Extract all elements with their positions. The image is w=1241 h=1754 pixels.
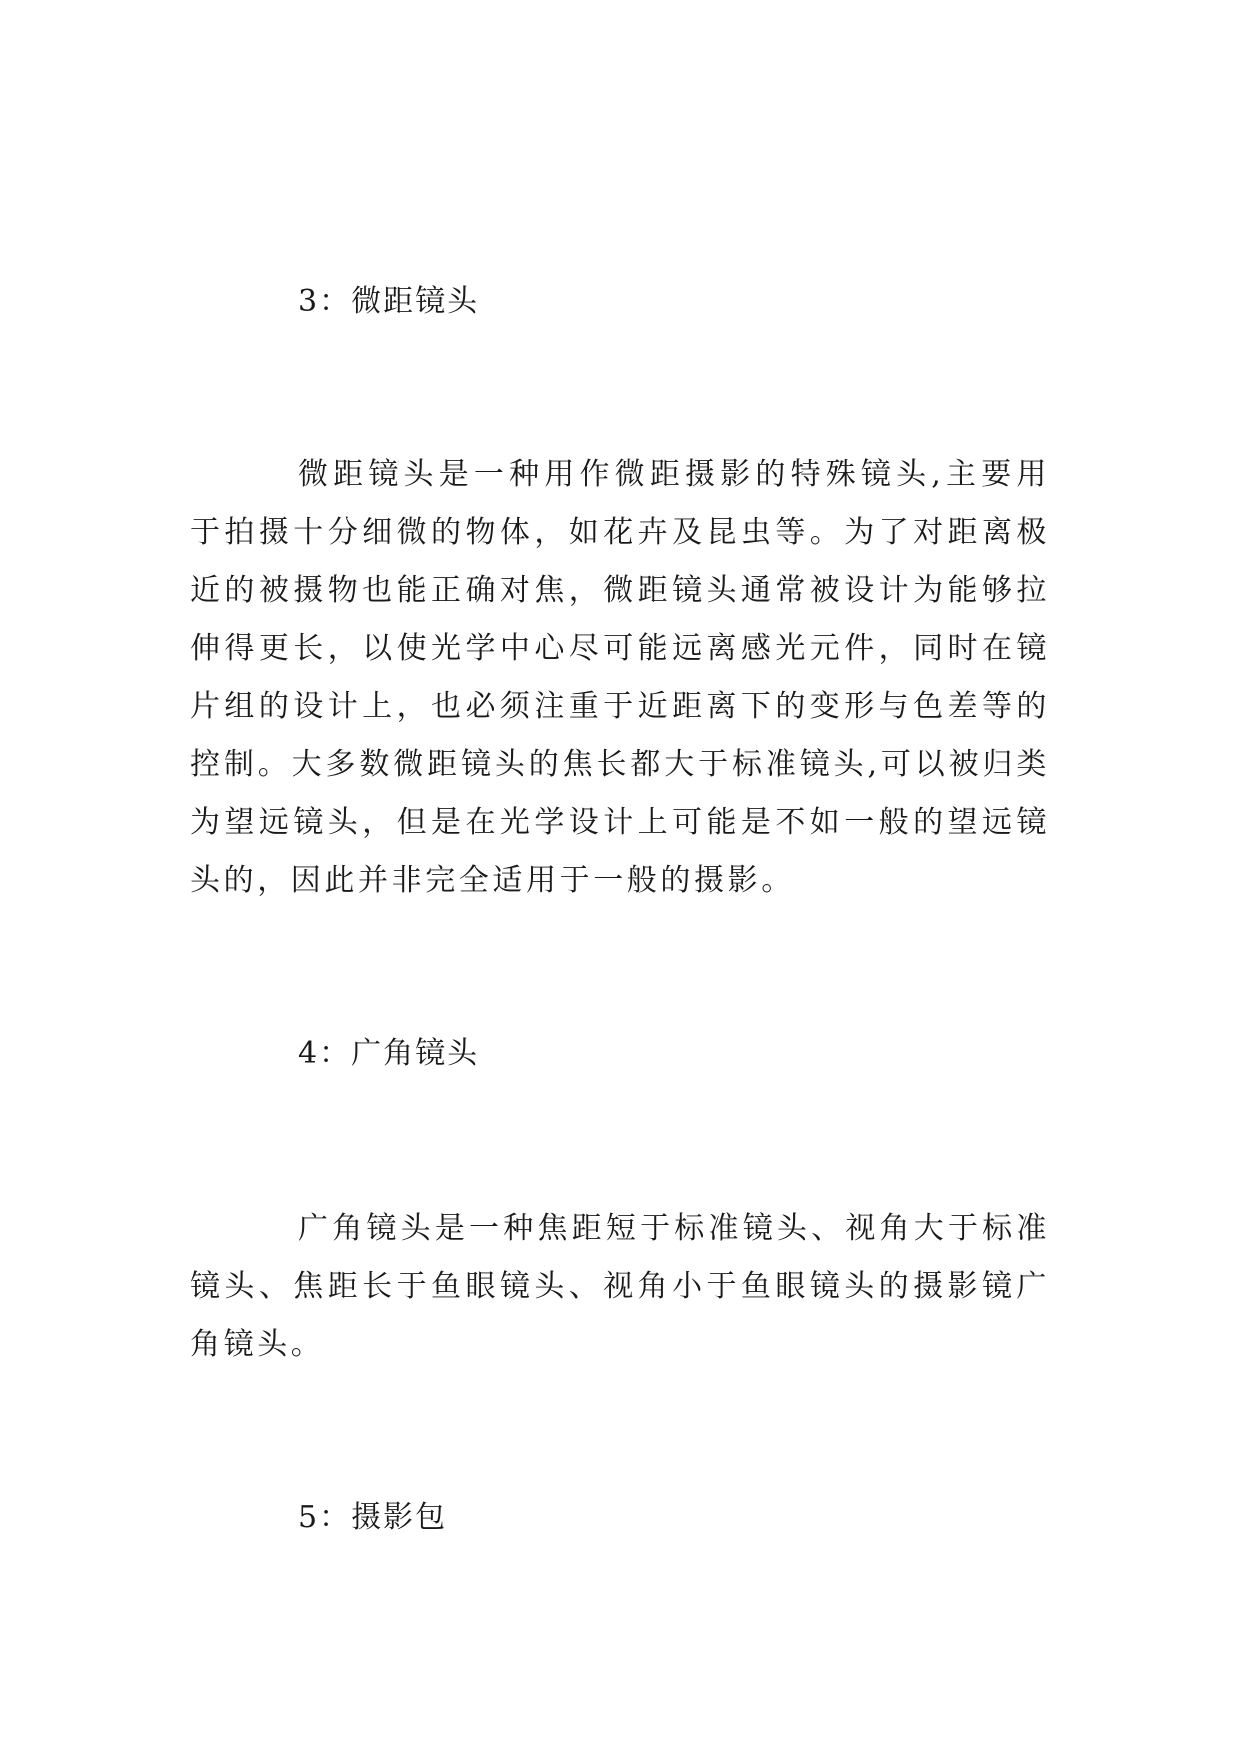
section-heading-camera-bag: 5：摄影包 [298,1500,448,1535]
section-heading-macro-lens: 3：微距镜头 [298,284,480,319]
section-body-wide-angle-lens: 广角镜头是一种焦距短于标准镜头、视角大于标准镜头、焦距长于鱼眼镜头、视角小于鱼眼镜头的摄影镜广角镜头。 [190,1211,1050,1362]
section-heading-wide-angle-lens: 4：广角镜头 [298,1036,480,1071]
section-body-macro-lens: 微距镜头是一种用作微距摄影的特殊镜头,主要用于拍摄十分细微的物体，如花卉及昆虫等。为了对距离极近的被摄物也能正确对焦，微距镜头通常被设计为能够拉伸得更长，以使光学中心尽可能远离感光元件，同时在镜片组的设计上，也必须注重于近距离下的变形与色差等的控制。大多数微距镜头的焦长都大于标准镜头,可以被归类为望远镜头，但是在光学设计上可能是不如一般的望远镜头的，因此并非完全适用于一般的摄影。 [190,457,1050,898]
